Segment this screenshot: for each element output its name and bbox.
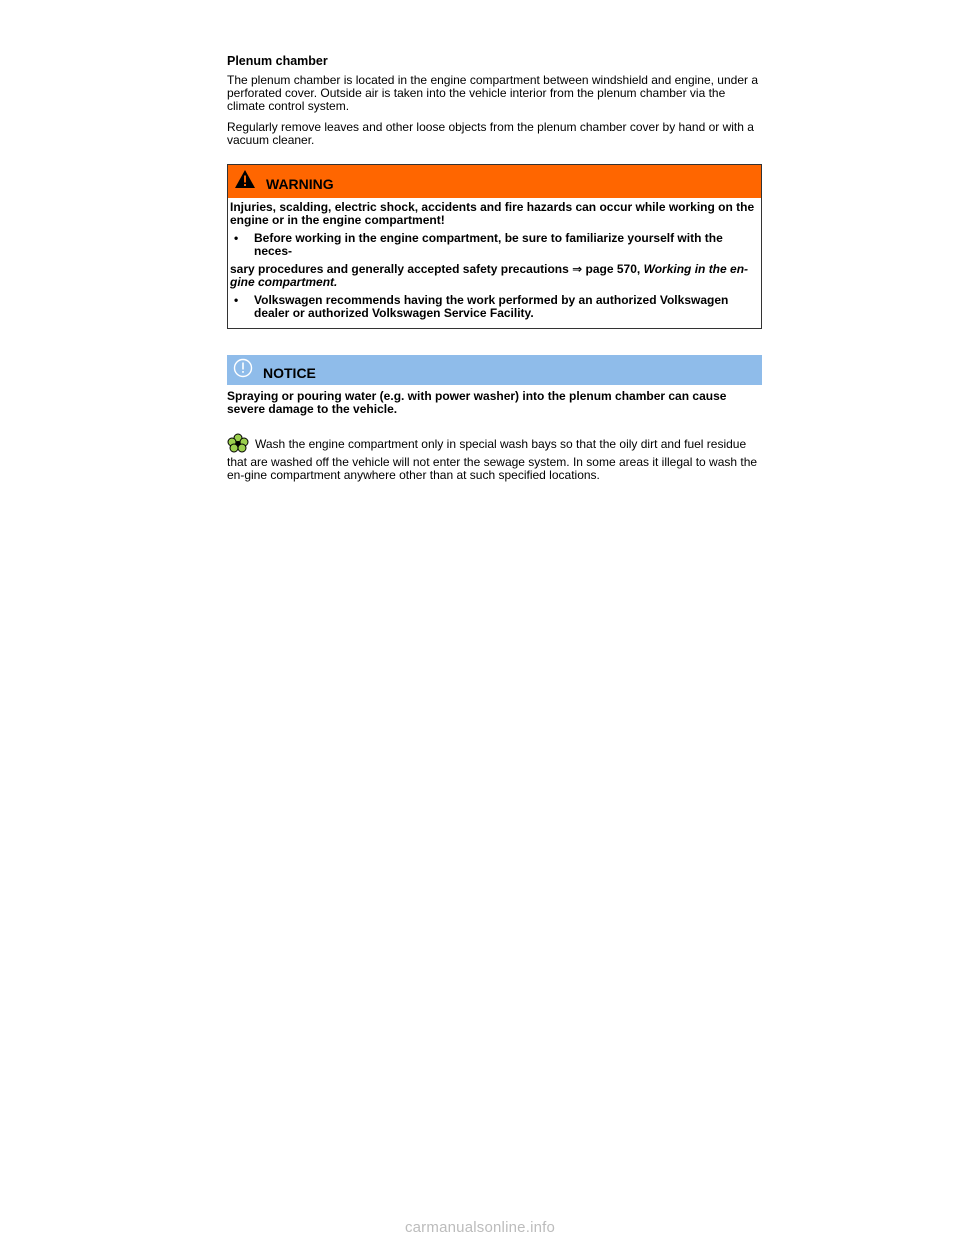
warning-intro: Injuries, scalding, electric shock, accidents and fire hazards can occur while working on the engine or in the engine compartment! — [230, 200, 755, 227]
cross-reference-link[interactable]: Working in the en-gine compartment. — [230, 262, 749, 289]
exclamation-circle-icon — [233, 358, 253, 383]
warning-bullet-1 — [230, 232, 757, 258]
warning-header — [228, 165, 761, 198]
manual-page — [227, 50, 762, 494]
intro-paragraph: The plenum chamber is located in the engine compartment between windshield and engine, under a perforated cover. Outside air is taken into the vehicle interior from the plenum chamber via the climate control system. — [227, 73, 758, 113]
warning-bullet-1-cont-text: sary procedures and generally accepted safety precautions ⇒ page 570, — [230, 262, 641, 276]
bullet-icon: • — [234, 231, 239, 245]
section-title: Plenum chamber — [227, 54, 328, 68]
flower-icon — [227, 433, 249, 456]
environment-text: Wash the engine compartment only in special wash bays so that the oily dirt and fuel residue that are washed off the vehicle will not enter the sewage system. In some areas it illegal to wash the en-gine compartment anywhere other than at such specified locations. — [227, 437, 758, 482]
warning-title: WARNING — [266, 175, 334, 192]
watermark: carmanualsonline.info — [404, 1219, 556, 1236]
warning-bullet-2 — [230, 294, 757, 320]
warning-bullet-1-text: Before working in the engine compartment, be sure to familiarize yourself with the neces- — [254, 231, 723, 258]
maintenance-paragraph: Regularly remove leaves and other loose objects from the plenum chamber cover by hand or with a vacuum cleaner. — [227, 120, 754, 147]
notice-header — [227, 355, 762, 385]
warning-triangle-icon — [234, 169, 256, 194]
environment-note — [227, 433, 762, 482]
notice-title: NOTICE — [263, 365, 316, 381]
warning-box — [227, 164, 762, 329]
bullet-icon: • — [234, 293, 239, 307]
warning-body — [228, 198, 761, 328]
notice-body: Spraying or pouring water (e.g. with power washer) into the plenum chamber can cause severe damage to the vehicle. — [227, 389, 727, 416]
warning-bullet-1-continuation — [230, 263, 757, 289]
warning-bullet-2-text: Volkswagen recommends having the work performed by an authorized Volkswagen dealer or authorized Volkswagen Service Facility. — [254, 293, 729, 320]
